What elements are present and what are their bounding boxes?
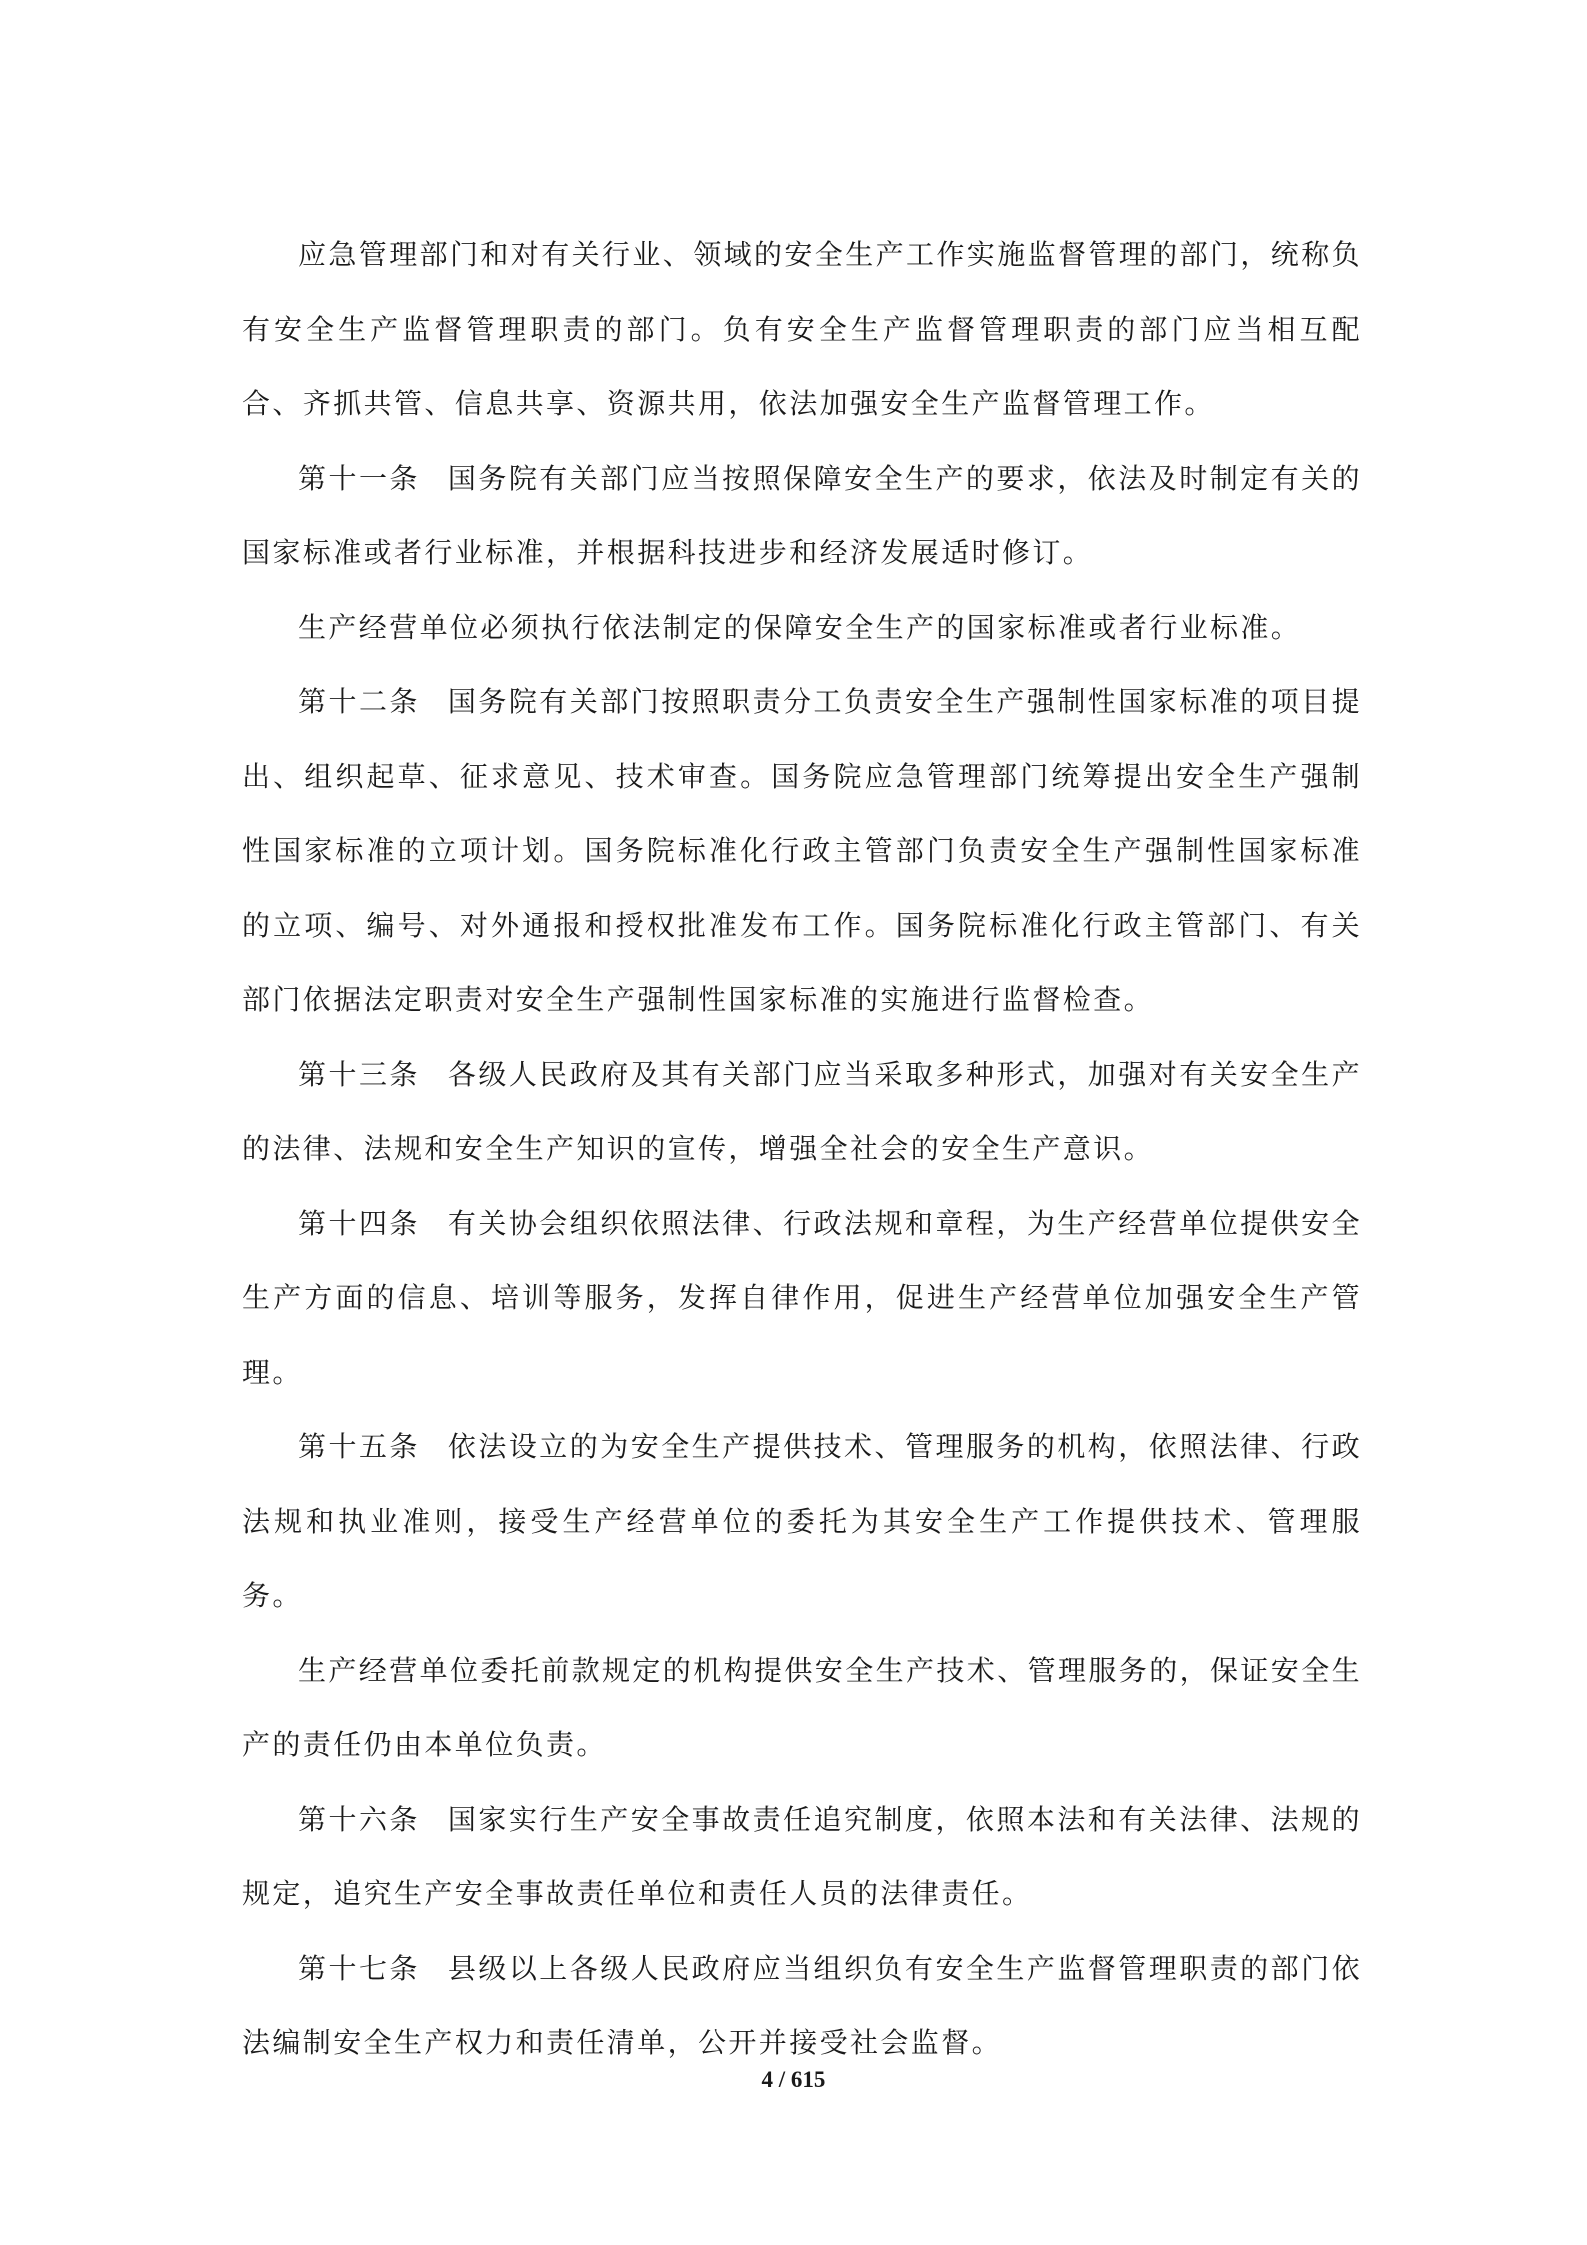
document-body — [242, 218, 1362, 2081]
paragraph-text: 有关协会组织依照法律、行政法规和章程，为生产经营单位提供安全生产方面的信息、培训等服务，发挥自律作用，促进生产经营单位加强安全生产管理。 — [242, 1206, 1362, 1389]
paragraph-9 — [242, 1783, 1362, 1932]
paragraph-2 — [242, 442, 1362, 591]
paragraph-1 — [242, 218, 1362, 442]
paragraph-3 — [242, 591, 1362, 666]
paragraph-6 — [242, 1187, 1362, 1411]
paragraph-10 — [242, 1932, 1362, 2081]
paragraph-text: 国务院有关部门应当按照保障安全生产的要求，依法及时制定有关的国家标准或者行业标准，并根据科技进步和经济发展适时修订。 — [242, 461, 1362, 569]
paragraph-text: 生产经营单位委托前款规定的机构提供安全生产技术、管理服务的，保证安全生产的责任仍由本单位负责。 — [242, 1653, 1363, 1761]
paragraph-5 — [242, 1038, 1362, 1187]
paragraph-text: 国家实行生产安全事故责任追究制度，依照本法和有关法律、法规的规定，追究生产安全事故责任单位和责任人员的法律责任。 — [242, 1802, 1362, 1910]
article-number: 第十二条 — [298, 685, 420, 718]
paragraph-4 — [242, 665, 1362, 1038]
paragraph-text: 各级人民政府及其有关部门应当采取多种形式，加强对有关安全生产的法律、法规和安全生产知识的宣传，增强全社会的安全生产意识。 — [242, 1057, 1362, 1165]
paragraph-text: 县级以上各级人民政府应当组织负有安全生产监督管理职责的部门依法编制安全生产权力和责任清单，公开并接受社会监督。 — [242, 1951, 1362, 2059]
paragraph-text: 依法设立的为安全生产提供技术、管理服务的机构，依照法律、行政法规和执业准则，接受生产经营单位的委托为其安全生产工作提供技术、管理服务。 — [242, 1430, 1362, 1612]
page-number: 4 / 615 — [761, 2067, 826, 2092]
article-number: 第十六条 — [298, 1802, 420, 1836]
paragraph-text: 生产经营单位必须执行依法制定的保障安全生产的国家标准或者行业标准。 — [298, 610, 1302, 644]
article-number: 第十七条 — [298, 1951, 420, 1985]
article-number: 第十四条 — [298, 1206, 420, 1240]
paragraph-8 — [242, 1634, 1362, 1783]
article-number: 第十三条 — [298, 1057, 420, 1091]
paragraph-text: 应急管理部门和对有关行业、领域的安全生产工作实施监督管理的部门，统称负有安全生产监督管理职责的部门。负有安全生产监督管理职责的部门应当相互配合、齐抓共管、信息共享、资源共用，依法加强安全生产监督管理工作。 — [242, 238, 1363, 420]
article-number: 第十五条 — [298, 1430, 420, 1463]
paragraph-7 — [242, 1410, 1362, 1634]
article-number: 第十一条 — [298, 461, 420, 495]
paragraph-text: 国务院有关部门按照职责分工负责安全生产强制性国家标准的项目提出、组织起草、征求意见、技术审查。国务院应急管理部门统筹提出安全生产强制性国家标准的立项计划。国务院标准化行政主管部门负责安全生产强制性国家标准的立项、编号、对外通报和授权批准发布工作。国务院标准化行政主管部门、有关部门依据法定职责对安全生产强制性国家标准的实施进行监督检查。 — [242, 685, 1362, 1016]
